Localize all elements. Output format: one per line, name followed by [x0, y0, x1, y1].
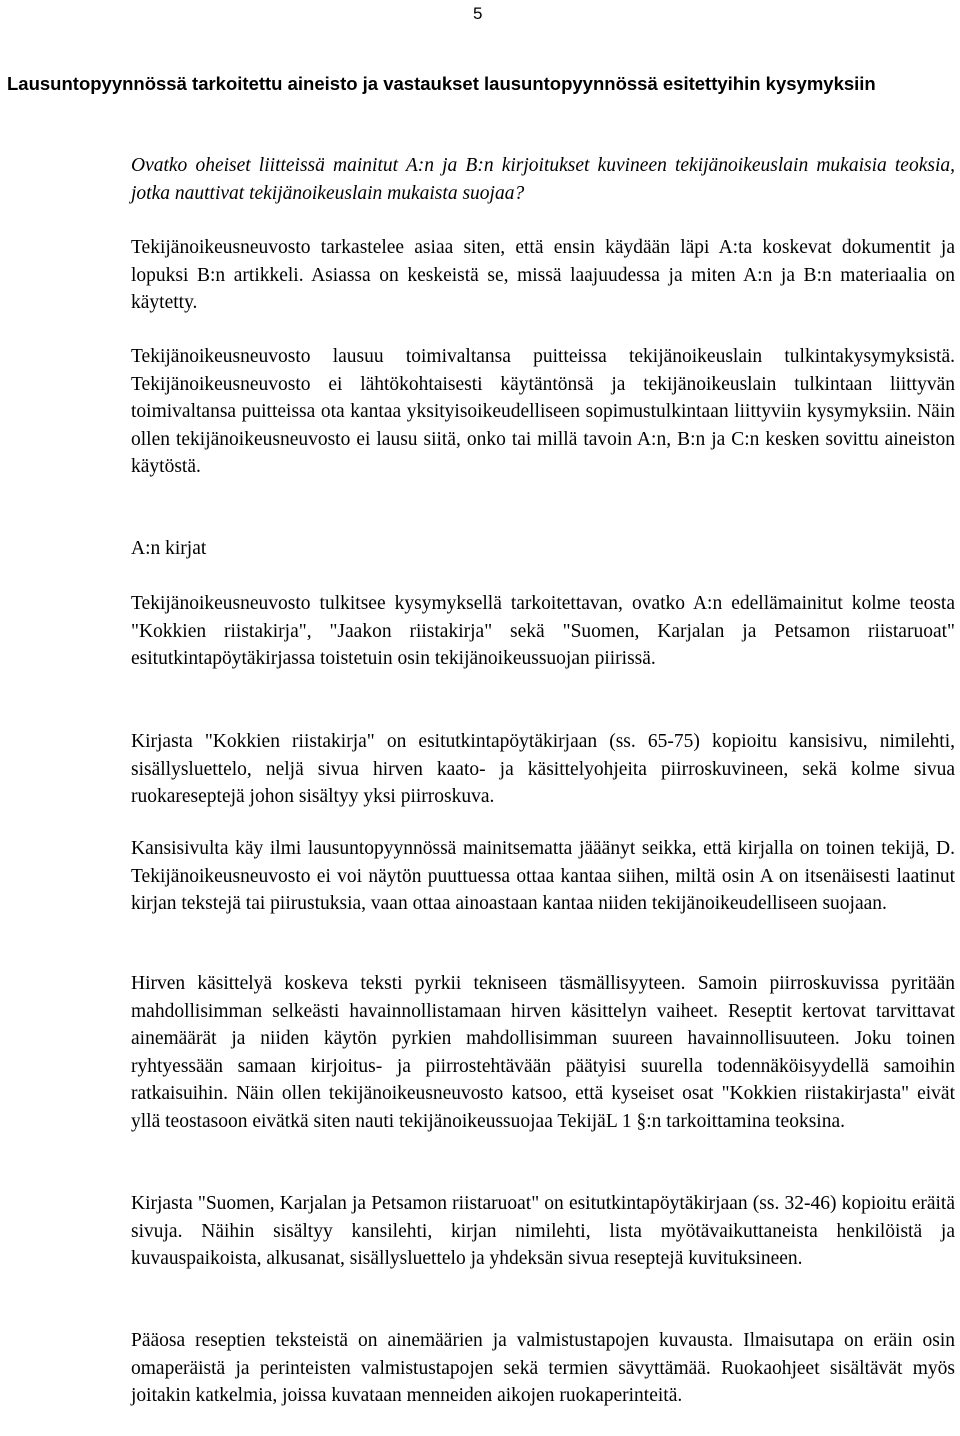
- section-paragraph-6: Pääosa reseptien teksteistä on ainemäärien ja valmistustapojen kuvausta. Ilmaisutapa on eräin osin omaperäistä ja perinteisten valmistustapojen sekä termien sävyttämää. Ruokaohjeet sisältävät myös joitakin katkelmia, joissa kuvataan menneiden aikojen ruokaperinteitä.: [131, 1330, 955, 1406]
- paragraph-1: Tekijänoikeusneuvosto tarkastelee asiaa siten, että ensin käydään läpi A:ta koskevat dokumentit ja lopuksi B:n artikkeli. Asiassa on keskeistä se, missä laajuudessa ja miten A:n ja B:n materiaalia on käytetty.: [131, 237, 955, 313]
- section-paragraph-1: Tekijänoikeusneuvosto tulkitsee kysymyksellä tarkoitettavan, ovatko A:n edellämainitut kolme teosta "Kokkien riistakirja", "Jaakon riistakirja" sekä "Suomen, Karjalan ja Petsamon riistaruoat" esitutkintapöytäkirjassa toistetuin osin tekijänoikeussuojan piirissä.: [131, 593, 955, 669]
- paragraph-2: Tekijänoikeusneuvosto lausuu toimivaltansa puitteissa tekijänoikeuslain tulkintakysymyksistä. Tekijänoikeusneuvosto ei lähtökohtaisesti käytäntönsä ja tekijänoikeuslain tulkintaan liittyvän toimivaltansa puitteissa ota kantaa yksityisoikeudelliseen sopimustulkintaan liittyviin kysymyksiin. Näin ollen tekijänoikeusneuvosto ei lausu siitä, onko tai millä tavoin A:n, B:n ja C:n kesken sovittu aineiston käytöstä.: [131, 346, 955, 477]
- section-paragraph-2: Kirjasta "Kokkien riistakirja" on esitutkintapöytäkirjaan (ss. 65-75) kopioitu kansisivu, nimilehti, sisällysluettelo, neljä sivua hirven kaato- ja käsittelyohjeita piirroskuvineen, sekä kolme sivua ruokareseptejä johon sisältyy yksi piirroskuva.: [131, 731, 955, 807]
- section-heading: Lausuntopyynnössä tarkoitettu aineisto ja vastaukset lausuntopyynnössä esitettyihin kysymyksiin: [7, 73, 876, 94]
- section-paragraph-3: Kansisivulta käy ilmi lausuntopyynnössä mainitsematta jääänyt seikka, että kirjalla on toinen tekijä, D. Tekijänoikeusneuvosto ei voi näytön puuttuessa ottaa kantaa siihen, miltä osin A on itsenäisesti laatinut kirjan tekstejä tai piirustuksia, vaan ottaa ainoastaan kantaa niiden tekijänoikeudelliseen suojaan.: [131, 838, 955, 914]
- page-number: 5: [473, 4, 483, 23]
- section-paragraph-5: Kirjasta "Suomen, Karjalan ja Petsamon riistaruoat" on esitutkintapöytäkirjaan (ss. 32-46) kopioitu eräitä sivuja. Näihin sisältyy kansilehti, kirjan nimilehti, lista myötävaikuttaneista henkilöistä ja kuvauspaikoista, alkusanat, sisällysluettelo ja yhdeksän sivua reseptejä kuvituksineen.: [131, 1193, 955, 1269]
- question-text: Ovatko oheiset liitteissä mainitut A:n ja B:n kirjoitukset kuvineen tekijänoikeuslain mukaisia teoksia, jotka nauttivat tekijänoikeuslain mukaista suojaa?: [131, 155, 955, 204]
- subheading-a-books: A:n kirjat: [131, 538, 207, 559]
- section-paragraph-4: Hirven käsittelyä koskeva teksti pyrkii tekniseen täsmällisyyteen. Samoin piirroskuvissa pyritään mahdollisimman selkeästi havainnollistamaan hirven käsittelyn vaiheet. Reseptit kertovat tarvittavat ainemäärät ja niiden käytön pyrkien mahdollisimman suureen havainnollisuuteen. Joku toinen ryhtyessään samaan kirjoitus- ja piirrostehtävään päätyisi suurella todennäköisyydellä samoihin ratkaisuihin. Näin ollen tekijänoikeusneuvosto katsoo, että kyseiset osat "Kokkien riistakirjasta" eivät yllä teostasoon eivätkä siten nauti tekijänoikeussuojaa TekijäL 1 §:n tarkoittamina teoksina.: [131, 973, 955, 1132]
